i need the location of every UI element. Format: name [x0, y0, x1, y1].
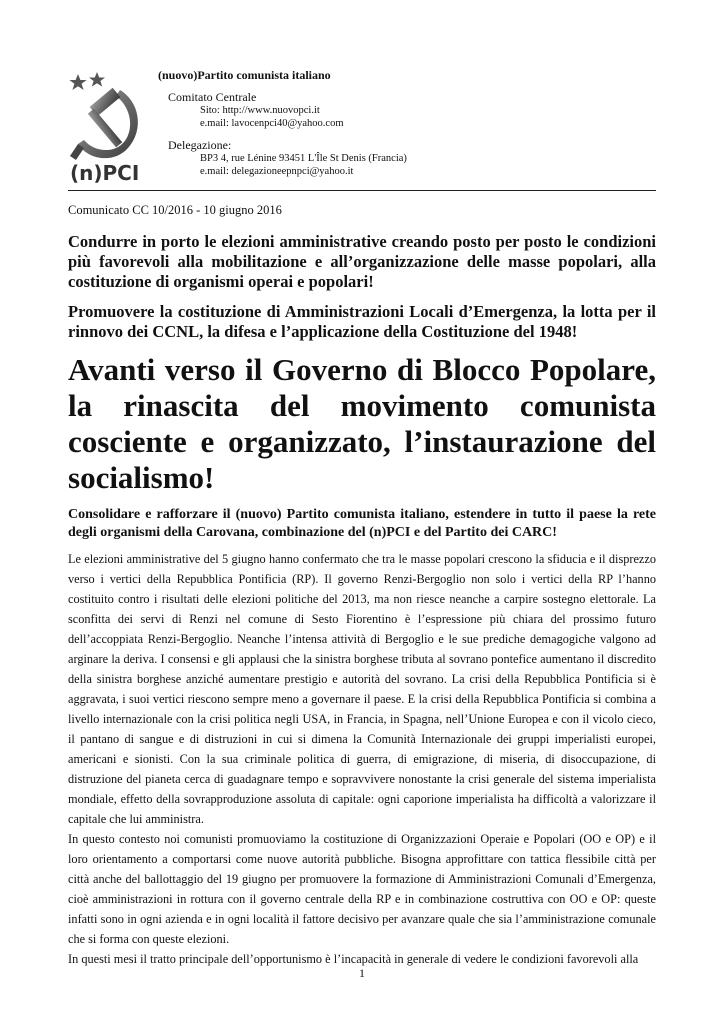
document-body	[68, 203, 656, 969]
header-divider	[68, 190, 656, 191]
page-number: 1	[359, 966, 365, 980]
headline-2: Promuovere la costituzione di Amministrazioni Locali d’Emergenza, la lotta per il rinnovo dei CCNL, la difesa e l’applicazione della Costituzione del 1948!	[68, 302, 656, 341]
svg-text:(n)PCI: (n)PCI	[70, 161, 140, 185]
party-name: (nuovo)Partito comunista italiano	[158, 68, 331, 82]
star-icon	[89, 72, 105, 87]
delegation-email[interactable]: e.mail: delegazioneepnpci@yahoo.it	[200, 166, 354, 177]
star-icon	[69, 74, 86, 90]
hammer-and-sickle-logo	[68, 68, 156, 186]
body-text	[68, 549, 656, 969]
committee-email[interactable]: e.mail: lavocenpci40@yahoo.com	[200, 118, 344, 129]
letterhead-info	[158, 68, 407, 178]
committee-site[interactable]: Sito: http://www.nuovopci.it	[200, 105, 320, 116]
delegation-address: BP3 4, rue Lénine 93451 L'Île St Denis (Francia)	[200, 153, 407, 164]
letterhead	[68, 62, 656, 190]
paragraph: Le elezioni amministrative del 5 giugno hanno confermato che tra le masse popolari crescono la sfiducia e il disprezzo verso i vertici della Repubblica Pontificia (RP). Il governo Renzi-Bergoglio non solo i vertici della RP l’hanno costituito contro i risultati delle elezioni politiche del 2013, ma non riesce neanche a carpire sostegno elettorale. La sconfitta dei servi di Renzi nel comune di Sesto Fiorentino è l’espressione più chiara del prossimo futuro dell’accoppiata Renzi-Bergoglio. Neanche l’intensa attività di Bergoglio e le sue prediche demagogiche valgono ad arginare la deriva. I consensi e gli applausi che la sinistra borghese tributa al sovrano pontefice aumentano il discredito della sinistra borghese anziché aumentare prestigio e autorità del sovrano. La crisi della Repubblica Pontificia si è aggravata, i suoi vertici riescono sempre meno a governare il paese. E la crisi della Repubblica Pontificia si combina a livello internazionale con la crisi politica negli USA, in Francia, in Spagna, nell’Unione Europea e con il vicolo cieco, il pantano di sangue e di distruzioni in cui si dimena la Comunità Internazionale dei gruppi imperialisti europei, americani e sionisti. Con la sua criminale politica di guerra, di emigrazione, di miseria, di disoccupazione, di distruzione del pianeta cerca di guadagnare tempo e sopravvivere nonostante la crisi generale del sistema imperialista mondiale, effetto della sovrapproduzione assoluta di capitale: ogni caporione imperialista ha difficoltà a valorizzare il capitale che lui amministra.	[68, 552, 656, 826]
main-title: Avanti verso il Governo di Blocco Popolare, la rinascita del movimento comunista cosciente e organizzato, l’instaurazione del socialismo!	[68, 352, 656, 495]
paragraph: In questo contesto noi comunisti promuoviamo la costituzione di Organizzazioni Operaie e Popolari (OO e OP) e il loro orientamento a comportarsi come nuove autorità pubbliche. Bisogna approfittare con tattica flessibile città per città anche del ballottaggio del 19 giugno per promuovere la formazione di Amministrazioni Comunali d’Emergenza, cioè amministrazioni in rottura con il governo centrale della RP e in combinazione costruttiva con OO e OP: queste infatti sono in ogni azienda e in ogni località il fattore decisivo per avanzare quale che sia l’amministrazione comunale che si forma con queste elezioni.	[68, 832, 656, 946]
delegation-title: Delegazione:	[168, 138, 232, 152]
paragraph: In questi mesi il tratto principale dell’opportunismo è l’incapacità in generale di vedere le condizioni favorevoli alla	[68, 952, 639, 966]
committee-title: Comitato Centrale	[168, 90, 257, 104]
delegation-block	[168, 138, 407, 178]
subtitle: Consolidare e rafforzare il (nuovo) Partito comunista italiano, estendere in tutto il paese la rete degli organismi della Carovana, combinazione del (n)PCI e del Partito dei CARC!	[68, 507, 656, 540]
headline-1: Condurre in porto le elezioni amministrative creando posto per posto le condizioni più favorevoli alla mobilitazione e all’organizzazione delle masse popolari, alla costituzione di organismi operai e popolari!	[68, 232, 656, 291]
committee-block	[168, 90, 407, 130]
communique-id: Comunicato CC 10/2016 - 10 giugno 2016	[68, 203, 282, 217]
